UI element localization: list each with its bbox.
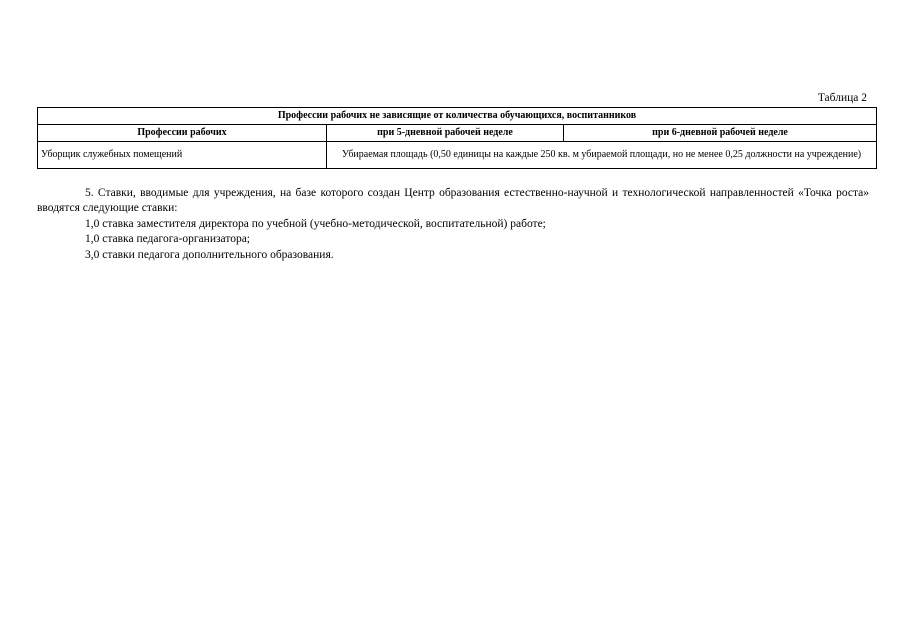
rate-item-organizer: 1,0 ставка педагога-организатора; (85, 233, 250, 246)
professions-table (37, 107, 877, 169)
table-header-row (38, 125, 877, 142)
rate-item-additional-education: 3,0 ставки педагога дополнительного образования. (85, 248, 334, 261)
table-title-row (38, 108, 877, 125)
rate-item-deputy-director: 1,0 ставка заместителя директора по учебной (учебно-методической, воспитательной) работе; (85, 217, 546, 230)
rates-paragraph: 5. Ставки, вводимые для учреждения, на базе которого создан Центр образования естественно-научной и технологической направленностей «Точка роста» вводятся следующие ставки: (37, 187, 869, 215)
cell-area-norm: Убираемая площадь (0,50 единицы на каждые 250 кв. м убираемой площади, но не менее 0,25 должности на учреждение) (327, 142, 877, 169)
cell-profession: Уборщик служебных помещений (38, 142, 327, 169)
column-header-professions: Профессии рабочих (38, 125, 327, 142)
table-caption: Таблица 2 (817, 92, 867, 104)
column-header-5-day-week: при 5-дневной рабочей неделе (327, 125, 564, 142)
table-title: Профессии рабочих не зависящие от количества обучающихся, воспитанников (38, 108, 877, 125)
column-header-6-day-week: при 6-дневной рабочей неделе (564, 125, 877, 142)
table-row (38, 142, 877, 169)
rates-section (37, 186, 869, 263)
